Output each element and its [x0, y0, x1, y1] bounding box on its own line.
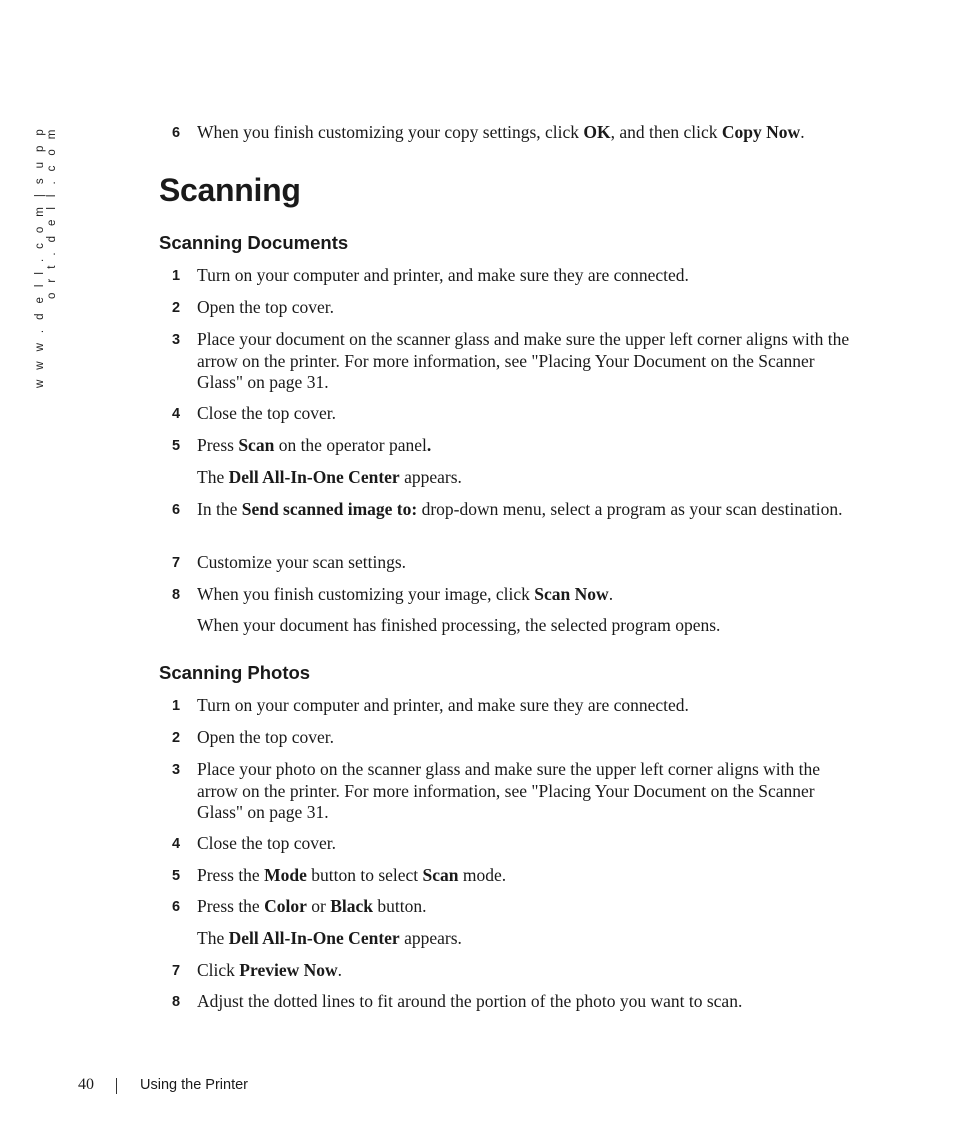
step-number: 6: [172, 125, 181, 141]
page-number: 40: [78, 1076, 94, 1093]
section-heading-documents: Scanning Documents: [159, 232, 349, 253]
step-text: Turn on your computer and printer, and make sure they are connected.: [197, 695, 689, 715]
step-number: 7: [172, 963, 181, 979]
step-text: Adjust the dotted lines to fit around the portion of the photo you want to scan.: [197, 991, 743, 1011]
step-number: 5: [172, 868, 181, 884]
doc-step-2: [172, 297, 862, 319]
section-heading-photos: Scanning Photos: [159, 662, 311, 683]
step-text: Press the Mode button to select Scan mode.: [197, 865, 507, 885]
doc-step-7: [172, 552, 862, 574]
photo-step-4: [172, 833, 862, 855]
step-number: 3: [172, 762, 181, 778]
sidebar-url: w w w . d e l l . c o m | s u p p o r t . d e l l . c o m: [34, 126, 58, 389]
page-title: Scanning: [159, 172, 301, 208]
step-text: In the Send scanned image to: drop-down menu, select a program as your scan destination.: [197, 499, 843, 519]
step-text: When you finish customizing your copy settings, click OK, and then click Copy Now.: [197, 122, 805, 142]
doc-step-6: [172, 499, 862, 521]
photo-step-6: [172, 896, 862, 918]
step-text: When you finish customizing your image, click Scan Now.: [197, 584, 614, 604]
step-number: 2: [172, 730, 181, 746]
footer-separator: [116, 1078, 117, 1094]
doc-step-8-note: When your document has finished processing, the selected program opens.: [197, 615, 721, 635]
step-text: Place your document on the scanner glass and make sure the upper left corner aligns with the arrow on the printer. For more information, see "Placing Your Document on the Scanner Glass" on page 31.: [197, 329, 850, 392]
footer-section-title: Using the Printer: [140, 1077, 248, 1093]
photo-step-5: [172, 865, 862, 887]
photo-step-6-note: The Dell All-In-One Center appears.: [197, 928, 462, 948]
step-text: Place your photo on the scanner glass and make sure the upper left corner aligns with the arrow on the printer. For more information, see "Placing Your Document on the Scanner Glass" on page 31.: [197, 759, 821, 822]
step-text: Turn on your computer and printer, and make sure they are connected.: [197, 265, 689, 285]
step-number: 1: [172, 698, 181, 714]
step-text: Click Preview Now.: [197, 960, 342, 980]
step-number: 5: [172, 438, 181, 454]
doc-step-8: [172, 584, 862, 606]
step-number: 6: [172, 899, 181, 915]
photo-step-8: [172, 991, 862, 1013]
photo-step-3: [172, 759, 862, 824]
step-number: 8: [172, 994, 181, 1010]
step-text: Open the top cover.: [197, 297, 335, 317]
photo-step-1: [172, 695, 862, 717]
step-text: Press the Color or Black button.: [197, 896, 427, 916]
doc-step-5-note: The Dell All-In-One Center appears.: [197, 467, 462, 487]
step-number: 3: [172, 332, 181, 348]
intro-step: [172, 122, 862, 144]
step-number: 2: [172, 300, 181, 316]
step-text: Open the top cover.: [197, 727, 335, 747]
doc-step-3: [172, 329, 862, 394]
doc-step-5: [172, 435, 862, 457]
step-number: 1: [172, 268, 181, 284]
step-number: 7: [172, 555, 181, 571]
step-text: Close the top cover.: [197, 403, 337, 423]
step-number: 4: [172, 836, 181, 852]
step-text: Customize your scan settings.: [197, 552, 407, 572]
page-footer: [0, 1076, 954, 1098]
doc-step-4: [172, 403, 862, 425]
doc-step-1: [172, 265, 862, 287]
step-text: Close the top cover.: [197, 833, 337, 853]
step-number: 6: [172, 502, 181, 518]
photo-step-7: [172, 960, 862, 982]
photo-step-2: [172, 727, 862, 749]
step-number: 8: [172, 587, 181, 603]
step-number: 4: [172, 406, 181, 422]
step-text: Press Scan on the operator panel.: [197, 435, 432, 455]
